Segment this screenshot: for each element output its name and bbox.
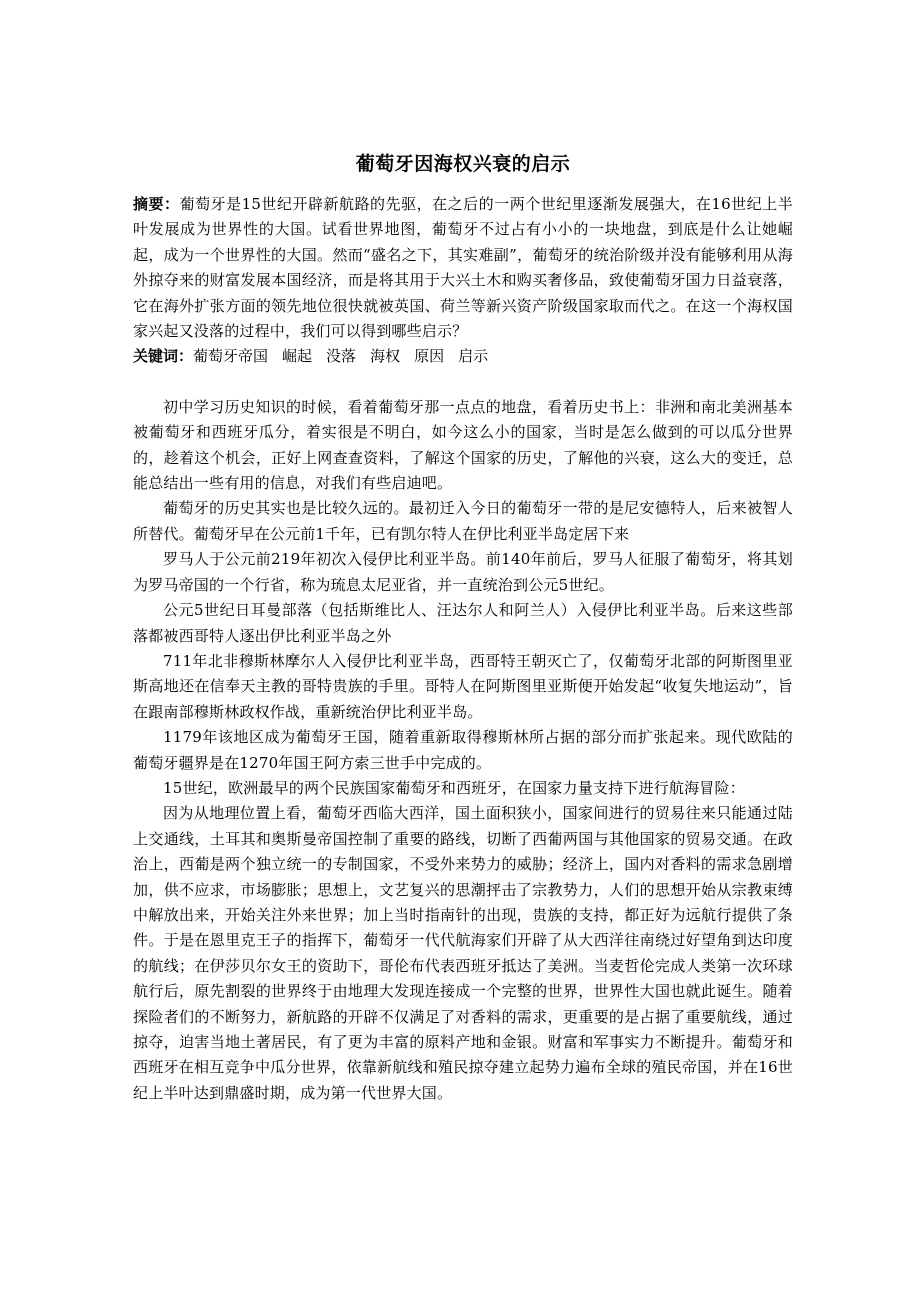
keywords-label: 关键词： [133,347,194,366]
body-paragraph: 初中学习历史知识的时候，看着葡萄牙那一点点的地盘，看着历史书上：非洲和南北美洲基本被葡萄牙和西班牙瓜分，着实很是不明白，如今这么小的国家，当时是怎么做到的可以瓜分世界的，趁着这个机会，正好上网查查资料，了解这个国家的历史，了解他的兴衰，这么大的变迁，总能总结出一些有用的信息，对我们有些启迪吧。 [133,397,793,493]
keyword: 海权 [370,347,401,366]
document-title: 葡萄牙因海权兴衰的启示 [355,153,571,175]
abstract [133,192,793,344]
keyword: 葡萄牙帝国 [193,347,269,366]
keywords [133,344,793,369]
keyword: 启示 [458,347,489,366]
body-paragraph: 葡萄牙的历史其实也是比较久远的。最初迁入今日的葡萄牙一带的是尼安德特人，后来被智人所替代。葡萄牙早在公元前1千年，已有凯尔特人在伊比利亚半岛定居下来 [133,499,793,543]
abstract-label: 摘要： [133,195,180,213]
keyword: 崛起 [282,347,313,366]
keyword: 原因 [414,347,445,366]
keyword: 没落 [326,347,357,366]
body-paragraph: 因为从地理位置上看，葡萄牙西临大西洋，国土面积狭小，国家间进行的贸易往来只能通过陆上交通线，土耳其和奥斯曼帝国控制了重要的路线，切断了西葡两国与其他国家的贸易交通。在政治上，西葡是两个独立统一的专制国家，不受外来势力的威胁；经济上，国内对香料的需求急剧增加，供不应求，市场膨胀；思想上，文艺复兴的思潮抨击了宗教势力，人们的思想开始从宗教束缚中解放出来，开始关注外来世界；加上当时指南针的出现，贵族的支持，都正好为远航行提供了条件。于是在恩里克王子的指挥下，葡萄牙一代代航海家们开辟了从大西洋往南绕过好望角到达印度的航线；在伊莎贝尔女王的资助下，哥伦布代表西班牙抵达了美洲。当麦哲伦完成人类第一次环球航行后，原先割裂的世界终于由地理大发现连接成一个完整的世界，世界性大国也就此诞生。随着探险者们的不断努力，新航路的开辟不仅满足了对香料的需求，更重要的是占据了重要航线，通过掠夺，迫害当地土著居民，有了更为丰富的原料产地和金银。财富和军事实力不断提升。葡萄牙和西班牙在相互竞争中瓜分世界，依靠新航线和殖民掠夺建立起势力遍布全球的殖民帝国，并在16世纪上半叶达到鼎盛时期，成为第一代世界大国。 [133,804,793,1102]
body-paragraph: 711年北非穆斯林摩尔人入侵伊比利亚半岛，西哥特王朝灭亡了，仅葡萄牙北部的阿斯图里亚斯高地还在信奉天主教的哥特贵族的手里。哥特人在阿斯图里亚斯便开始发起“收复失地运动”，旨在跟南部穆斯林政权作战，重新统治伊比利亚半岛。 [133,651,793,721]
body-paragraph: 公元5世纪日耳曼部落（包括斯维比人、汪达尔人和阿兰人）入侵伊比利亚半岛。后来这些部落都被西哥特人逐出伊比利亚半岛之外 [133,601,793,645]
abstract-text: 葡萄牙是15世纪开辟新航路的先驱，在之后的一两个世纪里逐渐发展强大，在16世纪上半叶发展成为世界性的大国。试看世界地图，葡萄牙不过占有小小的一块地盘，到底是什么让她崛起，成为一个世界性的大国。然而“盛名之下，其实难副”，葡萄牙的统治阶级并没有能够利用从海外掠夺来的财富发展本国经济，而是将其用于大兴土木和购买奢侈品，致使葡萄牙国力日益衰落，它在海外扩张方面的领先地位很快就被英国、荷兰等新兴资产阶级国家取而代之。在这一个海权国家兴起又没落的过程中，我们可以得到哪些启示？ [133,195,793,341]
document-page [133,150,793,1106]
body-paragraph: 1179年该地区成为葡萄牙王国，随着重新取得穆斯林所占据的部分而扩张起来。现代欧陆的葡萄牙疆界是在1270年国王阿方索三世手中完成的。 [133,728,793,772]
blank-line [133,370,793,395]
body-paragraph: 罗马人于公元前219年初次入侵伊比利亚半岛。前140年前后，罗马人征服了葡萄牙，将其划为罗马帝国的一个行省，称为琉息太尼亚省，并一直统治到公元5世纪。 [133,550,793,594]
body-paragraph: 15世纪，欧洲最早的两个民族国家葡萄牙和西班牙，在国家力量支持下进行航海冒险： [163,778,745,797]
